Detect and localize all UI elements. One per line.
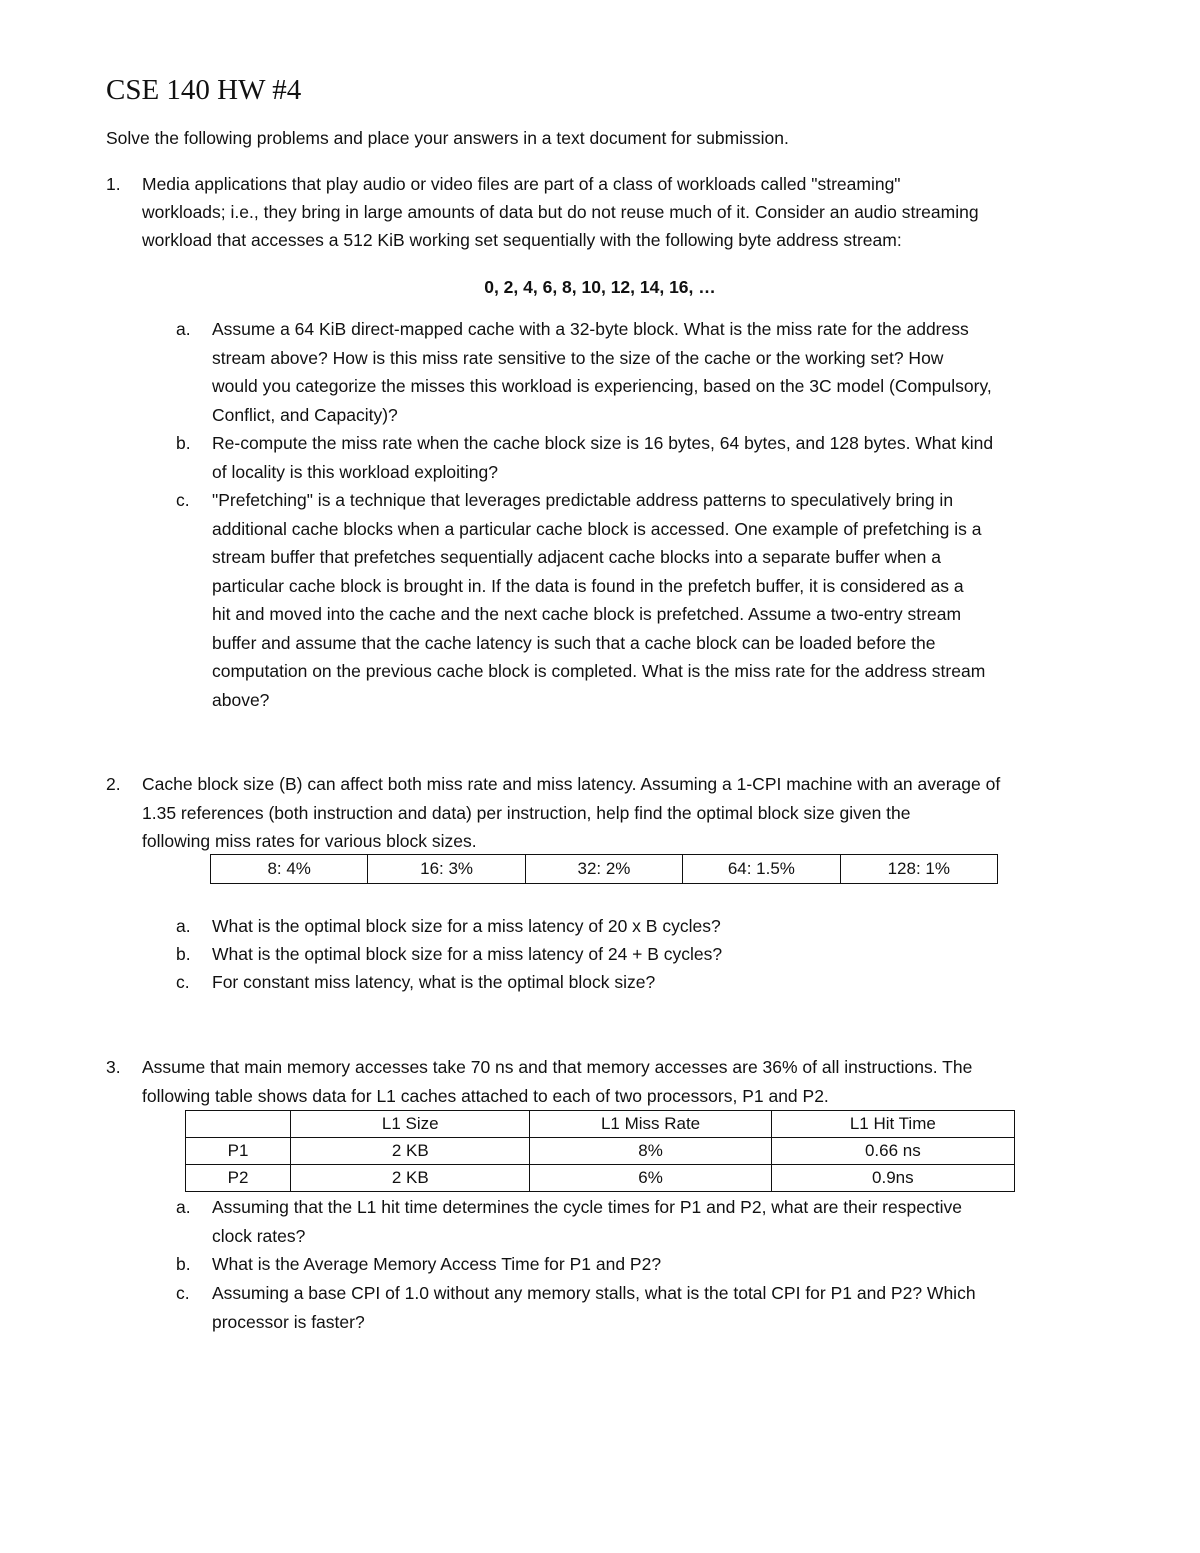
- table-cell: 2 KB: [291, 1165, 530, 1192]
- sub-line: Re-compute the miss rate when the cache block size is 16 bytes, 64 bytes, and 128 bytes. What kind: [212, 433, 994, 453]
- table-cell: 2 KB: [291, 1138, 530, 1165]
- page-title: CSE 140 HW #4: [106, 74, 302, 106]
- header-cell: L1 Miss Rate: [530, 1111, 771, 1138]
- sub-line: additional cache blocks when a particular cache block is accessed. One example of prefetching is a: [212, 518, 982, 539]
- sub-line: particular cache block is brought in. If the data is found in the prefetch buffer, it is considered as a: [212, 575, 964, 596]
- table-row: [211, 855, 998, 884]
- sub-line: processor is faster?: [212, 1311, 365, 1332]
- sub-line: For constant miss latency, what is the optimal block size?: [212, 972, 656, 992]
- sub-line: computation on the previous cache block is completed. What is the miss rate for the address stream: [212, 661, 986, 681]
- sub-line: Assuming that the L1 hit time determines the cycle times for P1 and P2, what are their respective: [212, 1197, 962, 1217]
- header-cell: [186, 1111, 291, 1138]
- l1-cache-table: [185, 1110, 1015, 1192]
- table-cell: 0.9ns: [771, 1165, 1014, 1192]
- sub-line: stream above? How is this miss rate sensitive to the size of the cache or the working set? How: [212, 347, 944, 368]
- table-cell: 128: 1%: [840, 855, 997, 884]
- table-cell: 0.66 ns: [771, 1138, 1014, 1165]
- question-2-line: following miss rates for various block sizes.: [142, 831, 477, 851]
- table-row: [186, 1138, 1015, 1165]
- table-cell: P2: [186, 1165, 291, 1192]
- sub-line: What is the optimal block size for a miss latency of 24 + B cycles?: [212, 944, 723, 964]
- sub-label: a.: [176, 1197, 191, 1217]
- sub-line: above?: [212, 689, 270, 710]
- sub-line: Conflict, and Capacity)?: [212, 404, 398, 425]
- sub-label: b.: [176, 433, 191, 453]
- question-1a: [0, 315, 1200, 435]
- miss-rate-table: [210, 854, 998, 884]
- question-3-line: following table shows data for L1 caches attached to each of two processors, P1 and P2.: [142, 1085, 829, 1106]
- question-1b: [0, 429, 1200, 489]
- sub-line: What is the Average Memory Access Time for P1 and P2?: [212, 1254, 662, 1274]
- table-header-row: [186, 1111, 1015, 1138]
- header-cell: L1 Size: [291, 1111, 530, 1138]
- question-2-number: 2.: [106, 774, 121, 794]
- table-cell: 16: 3%: [368, 855, 525, 884]
- sub-label: c.: [176, 1283, 190, 1303]
- sub-label: a.: [176, 916, 191, 936]
- question-2a: [0, 912, 1200, 942]
- question-1-number: 1.: [106, 174, 121, 194]
- sub-line: Assume a 64 KiB direct-mapped cache with a 32-byte block. What is the miss rate for the address: [212, 319, 969, 339]
- sub-line: buffer and assume that the cache latency is such that a cache block can be loaded before the: [212, 632, 936, 653]
- question-1-line: workload that accesses a 512 KiB working set sequentially with the following byte address stream:: [142, 230, 902, 250]
- table-row: [186, 1165, 1015, 1192]
- sub-label: b.: [176, 1254, 191, 1274]
- question-2-line: 1.35 references (both instruction and data) per instruction, help find the optimal block size given the: [142, 802, 911, 823]
- question-3c: [0, 1279, 1200, 1339]
- question-1-line: workloads; i.e., they bring in large amounts of data but do not reuse much of it. Consider an audio streaming: [142, 202, 979, 222]
- sub-label: b.: [176, 944, 191, 964]
- sub-label: a.: [176, 319, 191, 339]
- sub-line: What is the optimal block size for a miss latency of 20 x B cycles?: [212, 916, 721, 936]
- sub-line: hit and moved into the cache and the next cache block is prefetched. Assume a two-entry stream: [212, 604, 962, 624]
- question-2c: [0, 968, 1200, 998]
- table-cell: 64: 1.5%: [683, 855, 840, 884]
- sub-label: c.: [176, 490, 190, 510]
- question-1-line: Media applications that play audio or video files are part of a class of workloads called "streaming": [142, 174, 901, 194]
- question-3a: [0, 1193, 1200, 1253]
- table-cell: 8%: [530, 1138, 771, 1165]
- table-cell: 8: 4%: [211, 855, 368, 884]
- question-3b: [0, 1250, 1200, 1280]
- sub-line: Assuming a base CPI of 1.0 without any memory stalls, what is the total CPI for P1 and P2? Which: [212, 1283, 976, 1303]
- address-stream: 0, 2, 4, 6, 8, 10, 12, 14, 16, …: [484, 277, 716, 297]
- question-3-number: 3.: [106, 1057, 121, 1077]
- instructions: Solve the following problems and place your answers in a text document for submission.: [106, 128, 789, 148]
- sub-line: would you categorize the misses this workload is experiencing, based on the 3C model (Compulsory,: [212, 376, 992, 396]
- table-cell: 32: 2%: [525, 855, 682, 884]
- sub-line: of locality is this workload exploiting?: [212, 461, 498, 482]
- sub-label: c.: [176, 972, 190, 992]
- question-3-line: Assume that main memory accesses take 70 ns and that memory accesses are 36% of all instructions. The: [142, 1057, 973, 1077]
- sub-line: clock rates?: [212, 1225, 306, 1246]
- sub-line: "Prefetching" is a technique that leverages predictable address patterns to speculatively bring in: [212, 490, 954, 510]
- table-cell: P1: [186, 1138, 291, 1165]
- table-cell: 6%: [530, 1165, 771, 1192]
- sub-line: stream buffer that prefetches sequentially adjacent cache blocks into a separate buffer when a: [212, 547, 941, 567]
- question-1c: [0, 486, 1200, 716]
- header-cell: L1 Hit Time: [771, 1111, 1014, 1138]
- question-2b: [0, 940, 1200, 970]
- question-2-line: Cache block size (B) can affect both miss rate and miss latency. Assuming a 1-CPI machine with an average of: [142, 774, 1001, 794]
